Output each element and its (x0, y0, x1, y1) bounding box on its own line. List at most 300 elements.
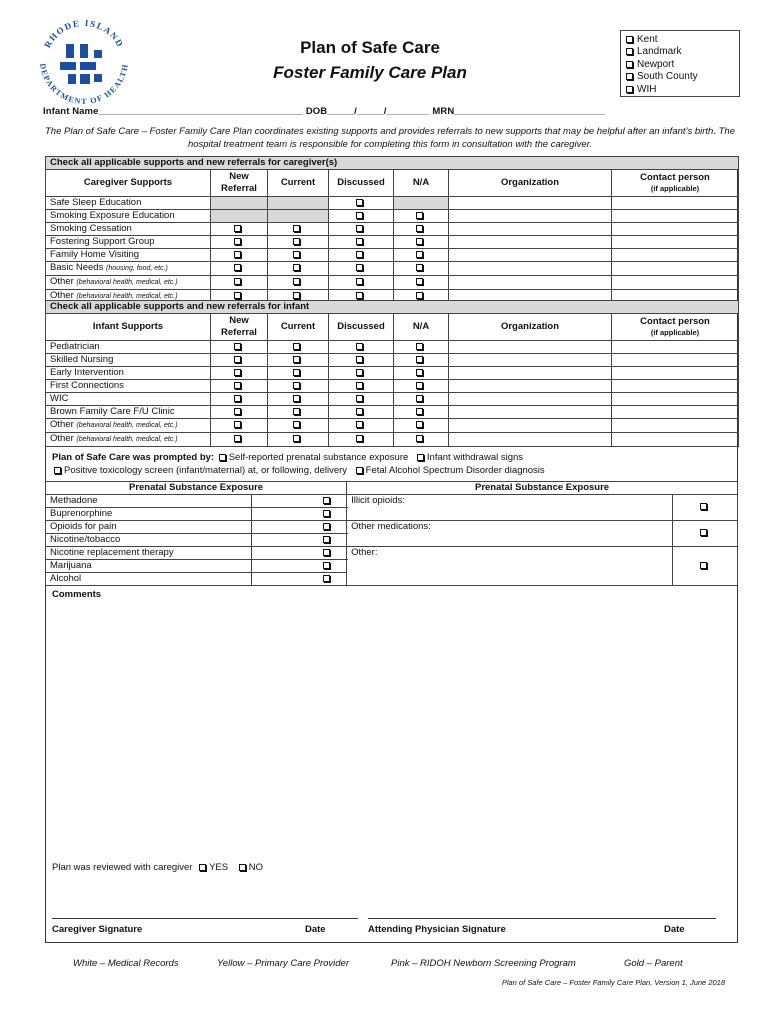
checkbox-cell (268, 249, 329, 262)
checkbox-cell (394, 341, 449, 354)
checkbox-icon[interactable] (356, 467, 363, 474)
caregiver-signature-label: Caregiver Signature (52, 924, 143, 935)
checkbox-icon[interactable] (416, 369, 423, 376)
support-name: Fostering Support Group (50, 236, 155, 247)
support-label (46, 210, 211, 223)
checkbox-icon[interactable] (356, 408, 363, 415)
checkbox-icon[interactable] (293, 278, 300, 285)
comments-area[interactable] (45, 603, 738, 853)
col-infant-supports: Infant Supports (46, 314, 211, 341)
checkbox-cell (251, 508, 346, 521)
checkbox-icon[interactable] (323, 562, 330, 569)
checkbox-icon[interactable] (626, 73, 633, 80)
checkbox-cell (211, 419, 268, 433)
checkbox-cell (268, 380, 329, 393)
checkbox-cell (329, 419, 394, 433)
checkbox-cell (251, 521, 346, 534)
checkbox-icon[interactable] (416, 356, 423, 363)
checkbox-cell (211, 354, 268, 367)
support-name: Other (50, 290, 74, 301)
checkbox-icon[interactable] (293, 356, 300, 363)
col-discussed: Discussed (329, 170, 394, 197)
contact-person-field[interactable] (612, 262, 739, 276)
checkbox-cell (251, 495, 346, 508)
page-subtitle: Foster Family Care Plan (273, 63, 467, 82)
support-label (46, 419, 211, 433)
checkbox-icon[interactable] (293, 382, 300, 389)
substance-label: Buprenorphine (46, 508, 252, 521)
col-organization: Organization (449, 314, 612, 341)
col-contact-person (612, 170, 739, 197)
checkbox-cell (394, 393, 449, 406)
checkbox-cell (329, 276, 394, 290)
checkbox-cell (211, 276, 268, 290)
checkbox-icon[interactable] (416, 212, 423, 219)
checkbox-cell (329, 197, 394, 210)
support-name: Smoking Cessation (50, 223, 132, 234)
checkbox-icon[interactable] (416, 292, 423, 299)
table-row (46, 367, 739, 380)
checkbox-icon[interactable] (416, 251, 423, 258)
support-name: Other (50, 419, 74, 430)
checkbox-icon[interactable] (239, 864, 246, 871)
option-label: Infant withdrawal signs (426, 452, 524, 463)
option-label: Self-reported prenatal substance exposure (228, 452, 409, 463)
contact-person-field[interactable] (612, 236, 739, 249)
checkbox-icon[interactable] (356, 264, 363, 271)
checkbox-cell (673, 547, 738, 586)
checkbox-icon[interactable] (700, 503, 707, 510)
checkbox-icon[interactable] (356, 225, 363, 232)
checkbox-cell (211, 262, 268, 276)
checkbox-cell (251, 573, 346, 586)
checkbox-icon[interactable] (416, 238, 423, 245)
checkbox-icon[interactable] (293, 369, 300, 376)
table-row (46, 262, 739, 276)
checkbox-cell (329, 223, 394, 236)
checkbox-cell (268, 406, 329, 419)
checkbox-icon[interactable] (626, 48, 633, 55)
substance-label: Marijuana (46, 560, 252, 573)
checkbox-icon[interactable] (356, 356, 363, 363)
checkbox-icon[interactable] (356, 292, 363, 299)
hospital-label: WIH (637, 83, 657, 95)
copy-white: White – Medical Records (73, 958, 179, 969)
checkbox-icon[interactable] (416, 382, 423, 389)
substance-label: Opioids for pain (46, 521, 252, 534)
checkbox-icon[interactable] (323, 549, 330, 556)
checkbox-cell (394, 419, 449, 433)
checkbox-cell (329, 393, 394, 406)
organization-field[interactable] (449, 393, 612, 406)
substance-label: Nicotine/tobacco (46, 534, 252, 547)
support-name: Other (50, 276, 74, 287)
checkbox-icon[interactable] (293, 238, 300, 245)
checkbox-icon[interactable] (356, 421, 363, 428)
shaded-cell (394, 197, 449, 210)
physician-signature-line[interactable] (368, 918, 716, 919)
contact-person-field[interactable] (612, 419, 739, 433)
checkbox-cell (268, 276, 329, 290)
checkbox-icon[interactable] (199, 864, 206, 871)
table-row (46, 276, 739, 290)
review-no-option[interactable] (231, 862, 263, 873)
contact-person-field[interactable] (612, 393, 739, 406)
checkbox-icon[interactable] (356, 382, 363, 389)
col-na: N/A (394, 314, 449, 341)
hospital-option-south-county[interactable] (626, 71, 734, 84)
exposure-heading-left: Prenatal Substance Exposure (46, 482, 347, 495)
organization-field[interactable] (449, 223, 612, 236)
checkbox-icon[interactable] (234, 356, 241, 363)
checkbox-cell (211, 406, 268, 419)
organization-field[interactable] (449, 236, 612, 249)
support-name: Family Home Visiting (50, 249, 140, 260)
contact-person-field[interactable] (612, 367, 739, 380)
checkbox-cell (394, 433, 449, 447)
support-name: WIC (50, 393, 69, 404)
support-label (46, 393, 211, 406)
organization-field[interactable] (449, 262, 612, 276)
checkbox-icon[interactable] (234, 292, 241, 299)
contact-person-field[interactable] (612, 197, 739, 210)
copy-gold: Gold – Parent (624, 958, 683, 969)
table-row (46, 249, 739, 262)
organization-field[interactable] (449, 249, 612, 262)
checkbox-cell (329, 380, 394, 393)
support-label (46, 380, 211, 393)
support-note: (housing, food, etc.) (105, 265, 168, 272)
support-name: Other (50, 433, 74, 444)
checkbox-icon[interactable] (356, 435, 363, 442)
checkbox-icon[interactable] (416, 278, 423, 285)
support-label (46, 236, 211, 249)
comments-label: Comments (52, 589, 102, 600)
caregiver-signature-line[interactable] (52, 918, 358, 919)
version-footer: Plan of Safe Care – Foster Family Care Plan, Version 1, June 2018 (501, 978, 725, 987)
support-name: Skilled Nursing (50, 354, 114, 365)
substance-label: Methadone (46, 495, 252, 508)
checkbox-icon[interactable] (234, 395, 241, 402)
contact-person-field[interactable] (612, 341, 739, 354)
support-name: Brown Family Care F/U Clinic (50, 406, 175, 417)
col-current: Current (268, 170, 329, 197)
checkbox-cell (673, 521, 738, 547)
checkbox-icon[interactable] (323, 510, 330, 517)
checkbox-icon[interactable] (293, 292, 300, 299)
copy-yellow: Yellow – Primary Care Provider (217, 958, 349, 969)
if-applicable-label: (if applicable) (650, 328, 700, 337)
infant-name-field[interactable]: ______________________________________ (98, 106, 304, 117)
checkbox-icon[interactable] (416, 435, 423, 442)
checkbox-icon[interactable] (234, 225, 241, 232)
contact-person-label: Contact person (640, 316, 710, 327)
organization-field[interactable] (449, 276, 612, 290)
checkbox-icon[interactable] (323, 575, 330, 582)
support-note: (behavioral health, medical, etc.) (76, 422, 178, 429)
checkbox-icon[interactable] (356, 278, 363, 285)
contact-person-field[interactable] (612, 406, 739, 419)
checkbox-cell (394, 367, 449, 380)
checkbox-cell (329, 406, 394, 419)
organization-field[interactable] (449, 354, 612, 367)
hospital-option-wih[interactable] (626, 83, 734, 96)
caregiver-date-label: Date (305, 924, 326, 935)
support-label (46, 341, 211, 354)
checkbox-cell (211, 249, 268, 262)
yes-label: YES (209, 862, 229, 873)
table-row (46, 547, 738, 560)
table-row (46, 406, 739, 419)
if-applicable-label: (if applicable) (650, 184, 700, 193)
checkbox-icon[interactable] (234, 251, 241, 258)
support-label (46, 354, 211, 367)
checkbox-icon[interactable] (356, 238, 363, 245)
contact-person-field[interactable] (612, 249, 739, 262)
checkbox-icon[interactable] (293, 408, 300, 415)
caregiver-supports-table (45, 156, 739, 304)
logo-top-text: RHODE ISLAND (42, 17, 126, 50)
checkbox-icon[interactable] (293, 395, 300, 402)
support-label (46, 223, 211, 236)
hospital-option-landmark[interactable] (626, 46, 734, 59)
dob-field[interactable]: _____/_____/________ (327, 106, 430, 117)
checkbox-cell (268, 354, 329, 367)
organization-field[interactable] (449, 367, 612, 380)
checkbox-cell (268, 236, 329, 249)
contact-person-field[interactable] (612, 380, 739, 393)
support-name: Early Intervention (50, 367, 124, 378)
organization-field[interactable] (449, 419, 612, 433)
checkbox-icon[interactable] (234, 408, 241, 415)
option-label: Positive toxicology screen (infant/maternal) at, or following, delivery (64, 465, 348, 476)
checkbox-icon[interactable] (293, 435, 300, 442)
table-row (46, 210, 739, 223)
table-row (46, 380, 739, 393)
checkbox-cell (394, 223, 449, 236)
substance-label: Other medications: (347, 521, 673, 547)
col-organization: Organization (449, 170, 612, 197)
hospital-option-newport[interactable] (626, 58, 734, 71)
support-label (46, 197, 211, 210)
checkbox-cell (394, 249, 449, 262)
checkbox-icon[interactable] (234, 264, 241, 271)
col-new-referral: New Referral (211, 314, 268, 341)
contact-person-field[interactable] (612, 223, 739, 236)
checkbox-icon[interactable] (54, 467, 61, 474)
checkbox-cell (673, 495, 738, 521)
checkbox-icon[interactable] (234, 343, 241, 350)
support-name: Smoking Exposure Education (50, 210, 175, 221)
checkbox-cell (329, 210, 394, 223)
checkbox-cell (251, 560, 346, 573)
checkbox-cell (394, 276, 449, 290)
support-label (46, 406, 211, 419)
shaded-cell (211, 210, 268, 223)
checkbox-cell (268, 433, 329, 447)
checkbox-cell (394, 236, 449, 249)
checkbox-icon[interactable] (416, 421, 423, 428)
option-label: Fetal Alcohol Spectrum Disorder diagnosis (365, 465, 545, 476)
prompted-by-section (52, 451, 742, 477)
checkbox-icon[interactable] (416, 264, 423, 271)
prompt-option-withdrawal[interactable] (411, 452, 523, 463)
checkbox-icon[interactable] (234, 238, 241, 245)
checkbox-icon[interactable] (323, 536, 330, 543)
infant-section-heading: Check all applicable supports and new referrals for infant (46, 301, 739, 314)
infant-name-label: Infant Name (43, 106, 99, 117)
organization-field[interactable] (449, 380, 612, 393)
checkbox-cell (211, 341, 268, 354)
table-row (46, 495, 738, 508)
no-label: NO (248, 862, 263, 873)
substance-label: Other: (347, 547, 673, 586)
table-row (46, 236, 739, 249)
checkbox-icon[interactable] (356, 212, 363, 219)
physician-date-label: Date (664, 924, 685, 935)
checkbox-icon[interactable] (293, 343, 300, 350)
checkbox-icon[interactable] (323, 497, 330, 504)
checkbox-cell (251, 547, 346, 560)
checkbox-icon[interactable] (626, 61, 633, 68)
checkbox-icon[interactable] (417, 454, 424, 461)
support-label (46, 276, 211, 290)
checkbox-cell (394, 406, 449, 419)
col-new-referral: New Referral (211, 170, 268, 197)
organization-field[interactable] (449, 406, 612, 419)
checkbox-cell (211, 380, 268, 393)
checkbox-cell (329, 354, 394, 367)
table-row (46, 419, 739, 433)
checkbox-icon[interactable] (416, 225, 423, 232)
checkbox-icon[interactable] (356, 251, 363, 258)
checkbox-icon[interactable] (234, 435, 241, 442)
table-row (46, 393, 739, 406)
logo-bottom-text: DEPARTMENT OF HEALTH (38, 62, 130, 106)
support-label (46, 433, 211, 447)
support-note: (behavioral health, medical, etc.) (76, 293, 178, 300)
contact-person-field[interactable] (612, 433, 739, 447)
hospital-label: Newport (637, 58, 675, 70)
checkbox-icon[interactable] (416, 408, 423, 415)
checkbox-cell (211, 433, 268, 447)
checkbox-icon[interactable] (700, 562, 707, 569)
shaded-cell (268, 210, 329, 223)
checkbox-cell (268, 367, 329, 380)
checkbox-cell (268, 419, 329, 433)
checkbox-cell (211, 223, 268, 236)
mrn-field[interactable]: ____________________________ (454, 106, 606, 117)
col-contact-person (612, 314, 739, 341)
support-name: Pediatrician (50, 341, 100, 352)
checkbox-cell (329, 262, 394, 276)
checkbox-icon[interactable] (626, 86, 633, 93)
checkbox-icon[interactable] (416, 343, 423, 350)
dob-label: DOB (305, 106, 328, 117)
contact-person-field[interactable] (612, 210, 739, 223)
checkbox-cell (211, 236, 268, 249)
organization-field[interactable] (449, 197, 612, 210)
col-discussed: Discussed (329, 314, 394, 341)
checkbox-icon[interactable] (626, 36, 633, 43)
shaded-cell (211, 197, 268, 210)
checkbox-cell (211, 393, 268, 406)
hospital-label: Kent (637, 33, 658, 45)
col-current: Current (268, 314, 329, 341)
support-note: (behavioral health, medical, etc.) (76, 436, 178, 443)
checkbox-icon[interactable] (293, 264, 300, 271)
table-row (46, 433, 739, 447)
infant-supports-table (45, 300, 739, 447)
table-row (46, 521, 738, 534)
checkbox-cell (268, 262, 329, 276)
organization-field[interactable] (449, 210, 612, 223)
ri-health-seal-icon (30, 14, 138, 106)
col-caregiver-supports: Caregiver Supports (46, 170, 211, 197)
checkbox-icon[interactable] (700, 529, 707, 536)
checkbox-cell (394, 380, 449, 393)
mrn-label: MRN (432, 106, 455, 117)
exposure-heading-right: Prenatal Substance Exposure (347, 482, 738, 495)
shaded-cell (268, 197, 329, 210)
checkbox-icon[interactable] (293, 251, 300, 258)
checkbox-cell (251, 534, 346, 547)
substance-label: Alcohol (46, 573, 252, 586)
checkbox-icon[interactable] (234, 421, 241, 428)
page-title: Plan of Safe Care (300, 38, 440, 57)
hospital-checklist (620, 30, 740, 97)
checkbox-icon[interactable] (293, 421, 300, 428)
checkbox-cell (268, 393, 329, 406)
contact-person-field[interactable] (612, 354, 739, 367)
prompted-by-label: Plan of Safe Care was prompted by: (52, 452, 215, 463)
checkbox-cell (394, 210, 449, 223)
checkbox-cell (268, 341, 329, 354)
checkbox-cell (329, 341, 394, 354)
infant-info-line (43, 106, 605, 117)
prompt-option-self-reported[interactable] (217, 452, 409, 463)
support-note: (behavioral health, medical, etc.) (76, 279, 178, 286)
checkbox-icon[interactable] (356, 369, 363, 376)
checkbox-cell (394, 354, 449, 367)
support-name: First Connections (50, 380, 124, 391)
organization-field[interactable] (449, 341, 612, 354)
substance-label: Illicit opioids: (347, 495, 673, 521)
support-name: Safe Sleep Education (50, 197, 142, 208)
checkbox-icon[interactable] (293, 225, 300, 232)
review-label: Plan was reviewed with caregiver (52, 862, 193, 873)
prompt-option-fasd[interactable] (350, 465, 545, 476)
checkbox-icon[interactable] (323, 523, 330, 530)
checkbox-icon[interactable] (356, 343, 363, 350)
hospital-option-kent[interactable] (626, 33, 734, 46)
checkbox-icon[interactable] (416, 395, 423, 402)
checkbox-icon[interactable] (234, 278, 241, 285)
table-row (46, 197, 739, 210)
ri-health-logo (30, 14, 138, 106)
copy-pink: Pink – RIDOH Newborn Screening Program (391, 958, 576, 969)
organization-field[interactable] (449, 433, 612, 447)
checkbox-icon[interactable] (356, 395, 363, 402)
checkbox-icon[interactable] (234, 369, 241, 376)
substance-label: Nicotine replacement therapy (46, 547, 252, 560)
review-yes-option[interactable] (195, 862, 228, 873)
checkbox-icon[interactable] (219, 454, 226, 461)
contact-person-field[interactable] (612, 276, 739, 290)
checkbox-icon[interactable] (234, 382, 241, 389)
prompt-option-toxicology[interactable] (52, 465, 347, 476)
checkbox-icon[interactable] (356, 199, 363, 206)
